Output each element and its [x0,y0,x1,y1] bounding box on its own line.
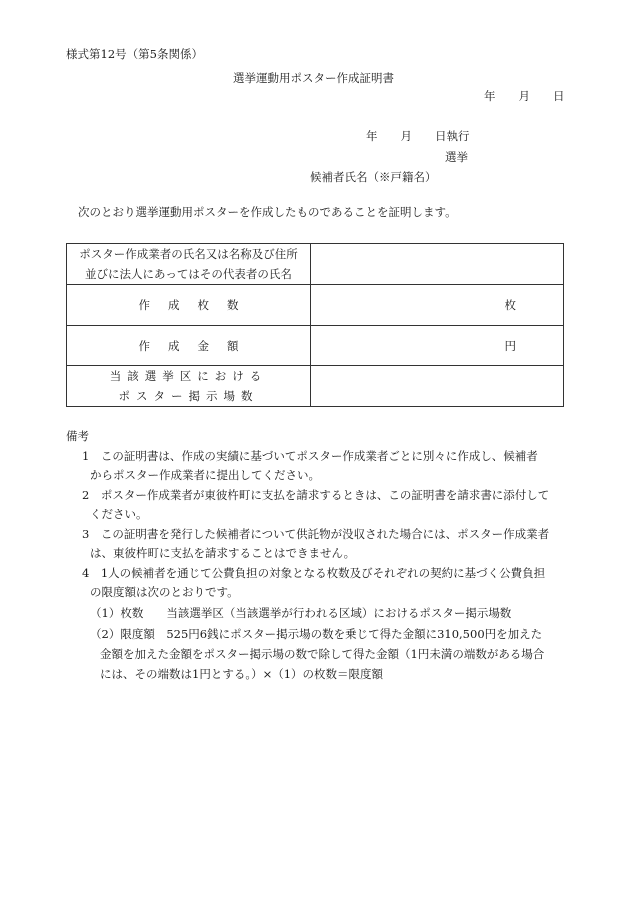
form-number: 様式第12号（第5条関係） [66,47,203,61]
note-1: 1 この証明書は、作成の実績に基づいてポスター作成業者ごとに別々に作成し、候補者 [82,449,538,463]
table-row [67,326,564,366]
poster-count-field[interactable] [311,285,564,326]
count-unit: 枚 [504,298,516,312]
note-1-cont: からポスター作成業者に提出してください。 [90,468,320,482]
note-4-item-2: （2）限度額 525円6銭にポスター掲示場の数を乗じて得た金額に310,500円を加えた [90,627,543,641]
board-label-line2: ポスター掲示場数 [118,389,259,403]
yen-unit: 円 [504,338,516,353]
note-4-cont: の限度額は次のとおりです。 [90,585,239,599]
note-4-item-2-cont2: には、その端数は1円とする。）×（1）の枚数＝限度額 [100,667,384,681]
board-label-line1: 当該選挙区における [109,369,268,383]
certification-statement: 次のとおり選挙運動用ポスターを作成したものであることを証明します。 [78,205,457,219]
board-count-field[interactable] [311,366,564,407]
poster-info-table [66,243,564,407]
note-3: 3 この証明書を発行した候補者について供託物が没収された場合には、ポスター作成業者 [82,527,550,541]
cost-label: 作成金額 [67,326,311,366]
election-date: 年 月 日執行 [366,129,470,143]
notes-heading: 備考 [66,429,89,443]
maker-name-label [67,244,311,285]
maker-name-field[interactable] [311,244,564,285]
note-4: 4 1人の候補者を通じて公費負担の対象となる枚数及びそれぞれの契約に基づく公費負担 [82,566,546,580]
table-row [67,285,564,326]
note-3-cont: は、東彼杵町に支払を請求することはできません。 [90,546,356,560]
maker-label-line2: 並びに法人にあってはその代表者の氏名 [85,267,292,281]
note-4-item-1: （1）枚数 当該選挙区（当該選挙が行われる区域）におけるポスター掲示場数 [90,606,512,620]
candidate-name-label: 候補者氏名（※戸籍名） [310,170,437,184]
document-title: 選挙運動用ポスター作成証明書 [233,71,394,85]
issue-date: 年 月 日 [484,89,565,103]
board-count-label [67,366,311,407]
note-2: 2 ポスター作成業者が東彼杵町に支払を請求するときは、この証明書を請求書に添付して [82,488,550,502]
cost-field[interactable] [311,326,564,366]
table-row [67,244,564,285]
note-4-item-2-cont: 金額を加えた金額をポスター掲示場の数で除して得た金額（1円未満の端数がある場合 [100,647,545,661]
poster-count-label: 作成枚数 [67,285,311,326]
election-name: 選挙 [445,150,468,164]
note-2-cont: ください。 [90,507,148,521]
maker-label-line1: ポスター作成業者の氏名又は名称及び住所 [79,247,298,261]
table-row [67,366,564,407]
